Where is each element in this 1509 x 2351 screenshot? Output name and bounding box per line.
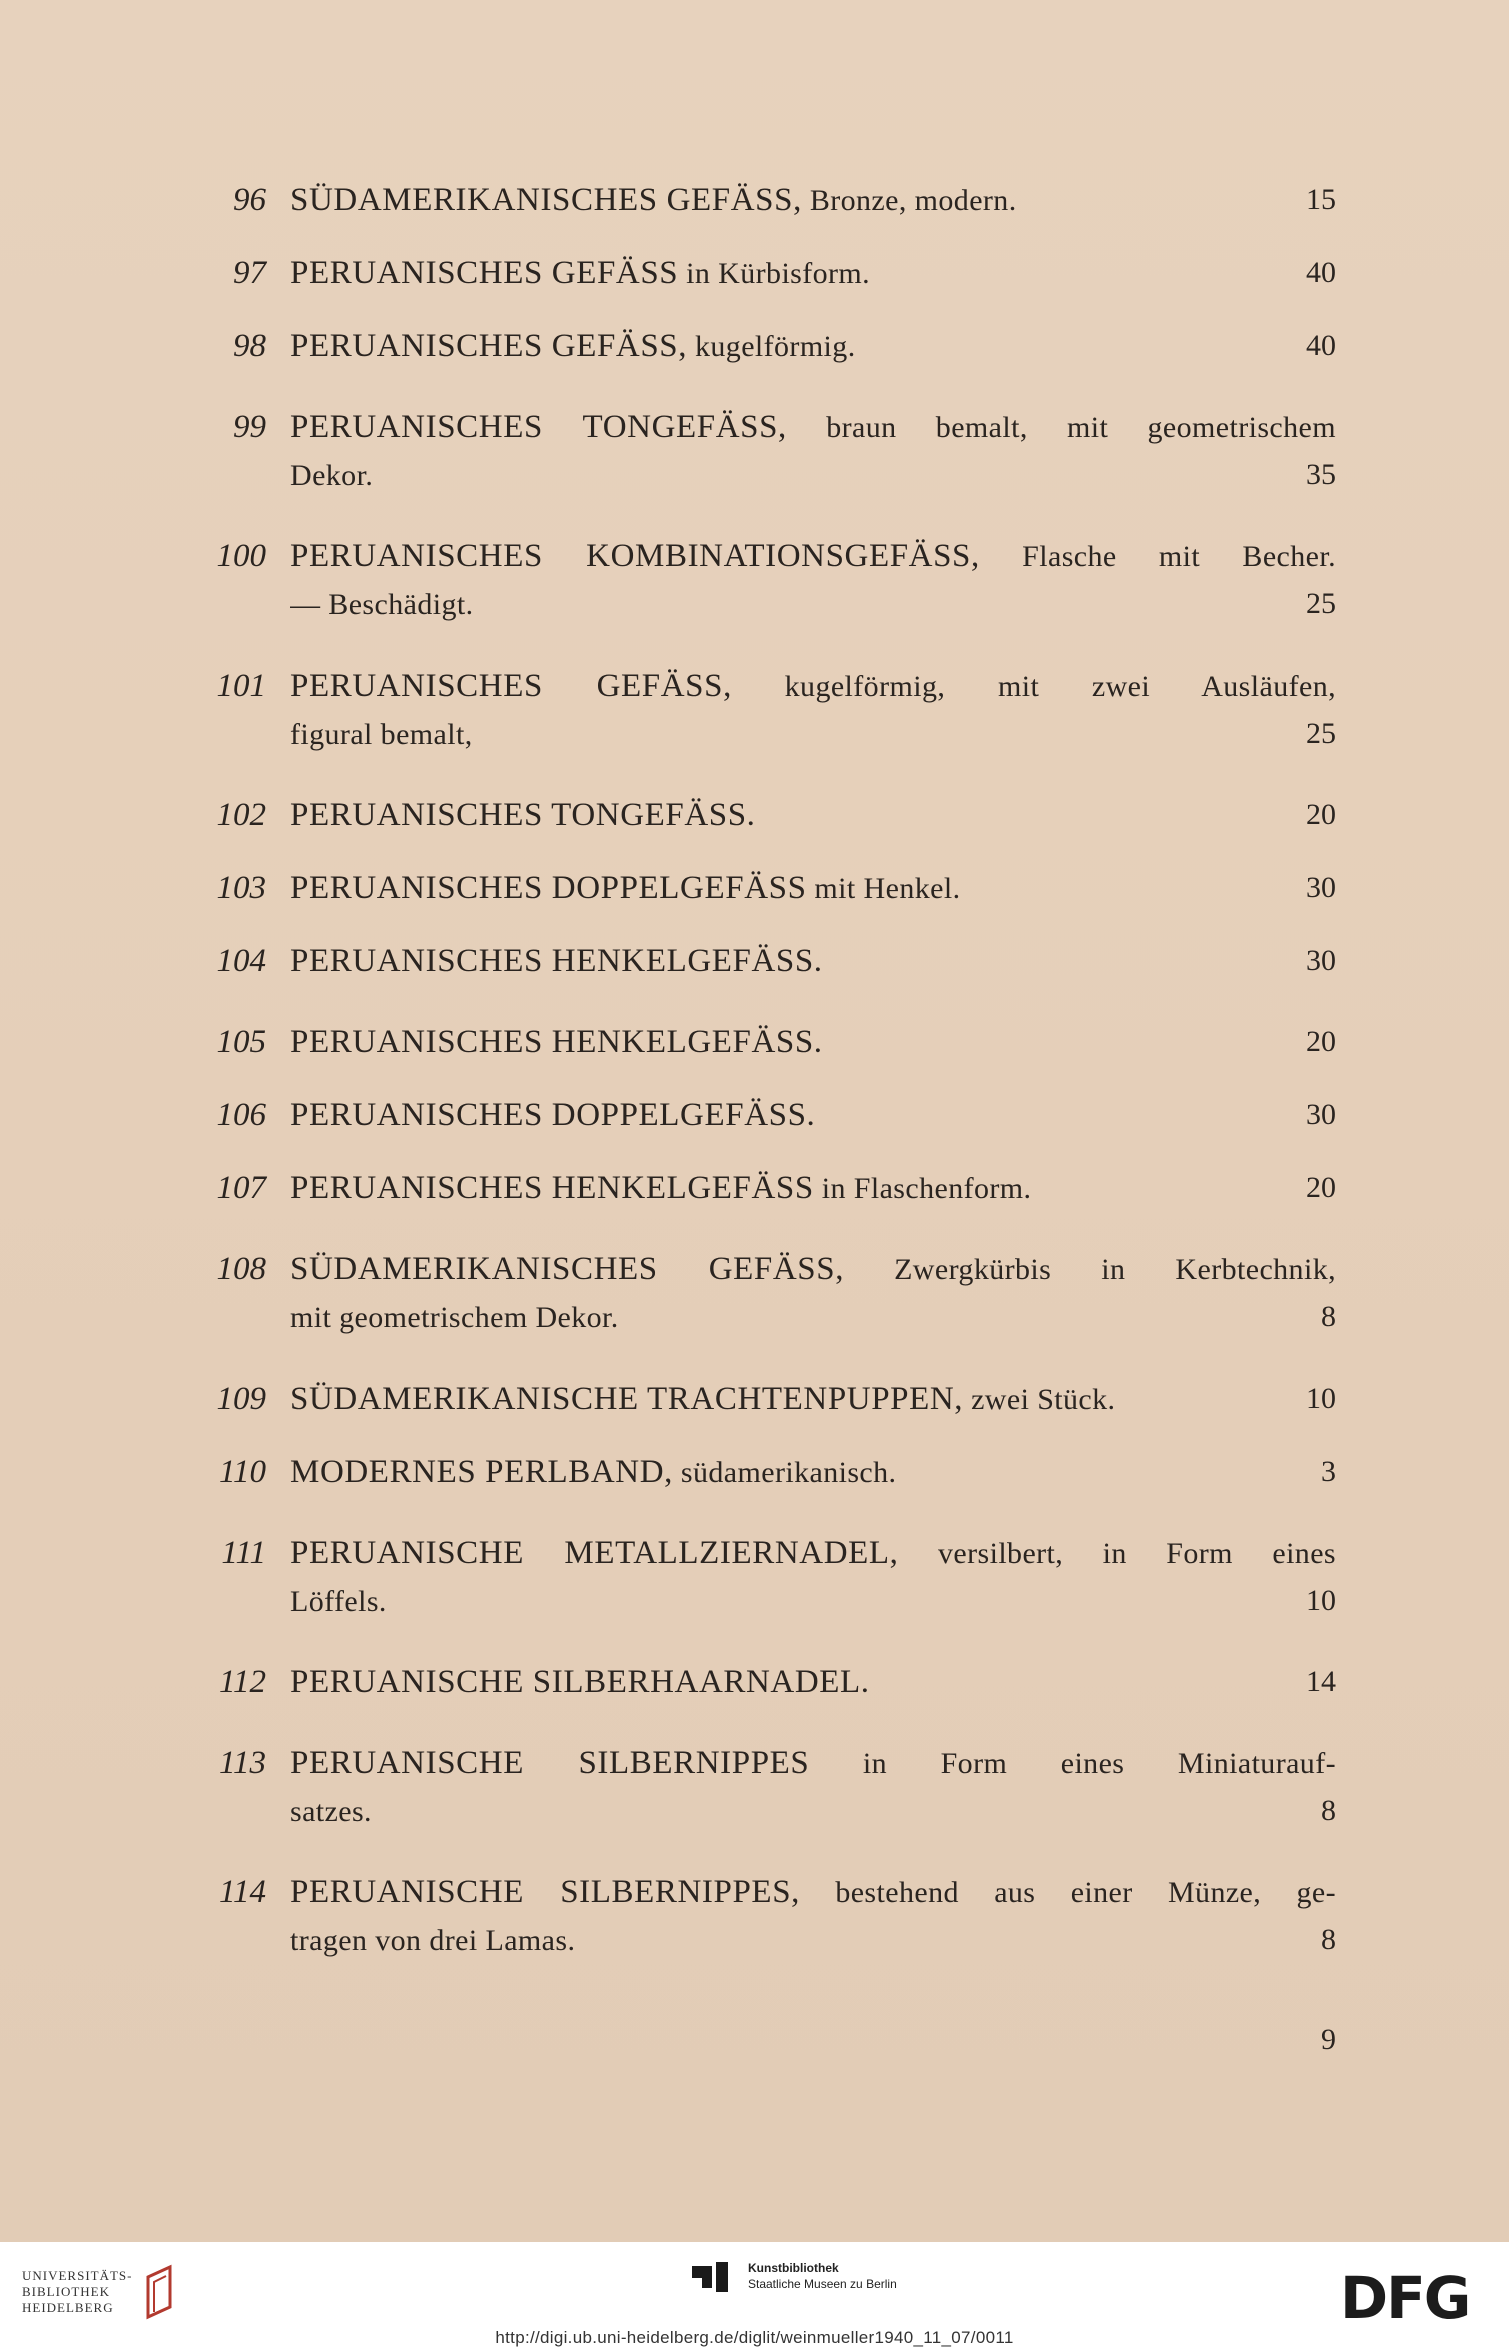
entry-description bbox=[290, 937, 1336, 985]
entry-description bbox=[290, 791, 1336, 839]
entry-line bbox=[290, 937, 1336, 985]
catalog-entry bbox=[204, 1658, 1336, 1706]
catalog-entry bbox=[204, 1868, 1336, 1964]
entry-detail: braun bemalt, mit geometrischem bbox=[786, 411, 1336, 444]
entry-description bbox=[290, 1018, 1336, 1066]
catalog-entry bbox=[204, 322, 1336, 370]
entry-title: PERUANISCHES KOMBINATIONSGEFÄSS, bbox=[290, 538, 980, 574]
entry-description bbox=[290, 176, 1336, 224]
entry-title: PERUANISCHE SILBERHAARNADEL. bbox=[290, 1664, 870, 1700]
entry-line bbox=[290, 580, 1336, 628]
entry-description bbox=[290, 1245, 1336, 1341]
entry-line bbox=[290, 1577, 1336, 1625]
entry-line bbox=[290, 1787, 1336, 1835]
entry-description bbox=[290, 1529, 1336, 1625]
entry-number: 109 bbox=[216, 1381, 266, 1417]
entry-number: 99 bbox=[233, 409, 266, 445]
entry-number: 108 bbox=[216, 1251, 266, 1287]
entry-detail: zwei Stück. bbox=[963, 1383, 1116, 1416]
permalink-url[interactable]: http://digi.ub.uni-heidelberg.de/diglit/weinmueller1940_11_07/0011 bbox=[495, 2328, 1014, 2347]
entry-line bbox=[290, 1448, 1336, 1496]
entry-price: 30 bbox=[1306, 944, 1336, 977]
entry-title: SÜDAMERIKANISCHE TRACHTENPUPPEN, bbox=[290, 1381, 964, 1417]
catalog-entry bbox=[204, 176, 1336, 224]
catalog-entry bbox=[204, 1529, 1336, 1625]
entry-line bbox=[290, 176, 1336, 224]
entry-title: PERUANISCHES TONGEFÄSS, bbox=[290, 409, 787, 445]
entry-price: 40 bbox=[1306, 329, 1336, 362]
entry-title: PERUANISCHES DOPPELGEFÄSS bbox=[290, 870, 807, 906]
entry-price: 8 bbox=[1321, 1794, 1336, 1827]
entry-line bbox=[290, 1529, 1336, 1577]
entry-description bbox=[290, 532, 1336, 628]
catalog-entry bbox=[204, 662, 1336, 758]
entry-title: PERUANISCHES GEFÄSS, bbox=[290, 328, 688, 364]
entry-number: 106 bbox=[216, 1097, 266, 1133]
entry-description bbox=[290, 864, 1336, 912]
entry-description bbox=[290, 1739, 1336, 1835]
entry-detail: Flasche mit Becher. bbox=[979, 540, 1336, 573]
entry-detail: südamerikanisch. bbox=[673, 1456, 897, 1489]
entry-line bbox=[290, 451, 1336, 499]
entry-number: 101 bbox=[216, 668, 266, 704]
entry-number: 104 bbox=[216, 943, 266, 979]
uni-logo-line: BIBLIOTHEK bbox=[22, 2284, 110, 2299]
entry-detail: satzes. bbox=[290, 1795, 372, 1828]
entry-detail: in Form eines Miniaturauf- bbox=[809, 1747, 1336, 1780]
entry-description bbox=[290, 1658, 1336, 1706]
entry-price: 14 bbox=[1306, 1665, 1336, 1698]
entry-line bbox=[290, 403, 1336, 451]
catalog-entry bbox=[204, 532, 1336, 628]
entry-description bbox=[290, 403, 1336, 499]
catalog-entry bbox=[204, 1245, 1336, 1341]
entry-detail: Dekor. bbox=[290, 459, 374, 492]
entry-detail: kugelförmig, mit zwei Ausläufen, bbox=[731, 670, 1336, 703]
university-emblem-icon bbox=[140, 2262, 180, 2322]
entry-detail: — Beschädigt. bbox=[290, 588, 474, 621]
entry-detail: Bronze, modern. bbox=[801, 184, 1017, 217]
dfg-logo[interactable]: DFG bbox=[1340, 2264, 1470, 2332]
kb-subtitle: Staatliche Museen zu Berlin bbox=[748, 2277, 897, 2291]
footer-bar bbox=[0, 2242, 1509, 2351]
entry-detail: kugelförmig. bbox=[687, 330, 856, 363]
uni-logo-line: UNIVERSITÄTS- bbox=[22, 2268, 133, 2283]
catalog-entry bbox=[204, 1018, 1336, 1066]
entry-line bbox=[290, 710, 1336, 758]
entry-line bbox=[290, 1658, 1336, 1706]
entry-line bbox=[290, 1916, 1336, 1964]
entry-number: 96 bbox=[233, 182, 266, 218]
entry-description bbox=[290, 1164, 1336, 1212]
entry-detail: mit Henkel. bbox=[806, 872, 961, 905]
catalog-entry bbox=[204, 864, 1336, 912]
entry-price: 40 bbox=[1306, 256, 1336, 289]
catalog-entry bbox=[204, 249, 1336, 297]
entry-title: PERUANISCHES GEFÄSS, bbox=[290, 668, 732, 704]
entry-number: 107 bbox=[216, 1170, 266, 1206]
entry-price: 35 bbox=[1306, 458, 1336, 491]
entry-number: 114 bbox=[218, 1874, 266, 1910]
entry-line bbox=[290, 249, 1336, 297]
entry-line bbox=[290, 1375, 1336, 1423]
entry-price: 8 bbox=[1321, 1300, 1336, 1333]
entry-title: PERUANISCHE METALLZIERNADEL, bbox=[290, 1535, 899, 1571]
entry-detail: figural bemalt, bbox=[290, 718, 473, 751]
entry-detail: mit geometrischem Dekor. bbox=[290, 1301, 619, 1334]
kunstbibliothek-text bbox=[748, 2260, 897, 2292]
entry-description bbox=[290, 322, 1336, 370]
entry-title: SÜDAMERIKANISCHES GEFÄSS, bbox=[290, 1251, 845, 1287]
entry-number: 103 bbox=[216, 870, 266, 906]
entry-line bbox=[290, 1293, 1336, 1341]
heidelberg-university-library-logo[interactable] bbox=[22, 2268, 133, 2316]
entry-line bbox=[290, 662, 1336, 710]
entry-title: PERUANISCHES GEFÄSS bbox=[290, 255, 679, 291]
catalog-entry bbox=[204, 1091, 1336, 1139]
catalog-entry bbox=[204, 937, 1336, 985]
entry-line bbox=[290, 864, 1336, 912]
entry-description bbox=[290, 1448, 1336, 1496]
entry-price: 15 bbox=[1306, 183, 1336, 216]
entry-title: MODERNES PERLBAND, bbox=[290, 1454, 674, 1490]
catalog-entry bbox=[204, 403, 1336, 499]
entry-title: PERUANISCHES HENKELGEFÄSS. bbox=[290, 1024, 823, 1060]
entry-price: 25 bbox=[1306, 717, 1336, 750]
entry-line bbox=[290, 322, 1336, 370]
entry-title: PERUANISCHES TONGEFÄSS. bbox=[290, 797, 756, 833]
entry-line bbox=[290, 1739, 1336, 1787]
page-number: 9 bbox=[1321, 2023, 1336, 2056]
entry-description bbox=[290, 1091, 1336, 1139]
entry-price: 30 bbox=[1306, 871, 1336, 904]
entry-line bbox=[290, 791, 1336, 839]
entry-price: 20 bbox=[1306, 1025, 1336, 1058]
entry-price: 8 bbox=[1321, 1923, 1336, 1956]
entry-title: PERUANISCHE SILBERNIPPES, bbox=[290, 1874, 800, 1910]
catalog-entry bbox=[204, 1448, 1336, 1496]
entry-number: 105 bbox=[216, 1024, 266, 1060]
entry-title: PERUANISCHES HENKELGEFÄSS. bbox=[290, 943, 823, 979]
catalog-entry bbox=[204, 1739, 1336, 1835]
kb-title: Kunstbibliothek bbox=[748, 2261, 839, 2275]
catalog-entry bbox=[204, 1164, 1336, 1212]
entry-line bbox=[290, 1018, 1336, 1066]
entry-description bbox=[290, 1375, 1336, 1423]
entry-price: 30 bbox=[1306, 1098, 1336, 1131]
entry-detail: in Flaschenform. bbox=[813, 1172, 1032, 1205]
entry-line bbox=[290, 1164, 1336, 1212]
kunstbibliothek-logo-icon[interactable] bbox=[690, 2260, 730, 2294]
entry-number: 102 bbox=[216, 797, 266, 833]
entry-detail: Löffels. bbox=[290, 1585, 387, 1618]
entry-title: PERUANISCHES HENKELGEFÄSS bbox=[290, 1170, 814, 1206]
entry-number: 98 bbox=[233, 328, 266, 364]
entry-detail: Zwergkürbis in Kerbtechnik, bbox=[844, 1253, 1336, 1286]
entry-number: 110 bbox=[218, 1454, 266, 1490]
entry-line bbox=[290, 532, 1336, 580]
entry-number: 100 bbox=[216, 538, 266, 574]
entry-line bbox=[290, 1245, 1336, 1293]
entry-detail: versilbert, in Form eines bbox=[898, 1537, 1336, 1570]
entry-number: 97 bbox=[233, 255, 266, 291]
entry-price: 10 bbox=[1306, 1382, 1336, 1415]
entry-price: 20 bbox=[1306, 798, 1336, 831]
entry-line bbox=[290, 1868, 1336, 1916]
entry-price: 3 bbox=[1321, 1455, 1336, 1488]
entry-detail: in Kürbisform. bbox=[678, 257, 871, 290]
uni-logo-line: HEIDELBERG bbox=[22, 2300, 114, 2315]
entry-description bbox=[290, 1868, 1336, 1964]
entry-price: 25 bbox=[1306, 587, 1336, 620]
entry-description bbox=[290, 662, 1336, 758]
entry-detail: bestehend aus einer Münze, ge- bbox=[800, 1876, 1336, 1909]
entry-number: 111 bbox=[221, 1535, 266, 1571]
entry-title: PERUANISCHES DOPPELGEFÄSS. bbox=[290, 1097, 816, 1133]
entry-line bbox=[290, 1091, 1336, 1139]
entry-title: PERUANISCHE SILBERNIPPES bbox=[290, 1745, 810, 1781]
entry-number: 113 bbox=[218, 1745, 266, 1781]
entry-detail: tragen von drei Lamas. bbox=[290, 1924, 576, 1957]
catalog-entry bbox=[204, 1375, 1336, 1423]
entry-price: 20 bbox=[1306, 1171, 1336, 1204]
entry-number: 112 bbox=[218, 1664, 266, 1700]
catalog-entry bbox=[204, 791, 1336, 839]
entry-price: 10 bbox=[1306, 1584, 1336, 1617]
entry-description bbox=[290, 249, 1336, 297]
entry-title: SÜDAMERIKANISCHES GEFÄSS, bbox=[290, 182, 802, 218]
